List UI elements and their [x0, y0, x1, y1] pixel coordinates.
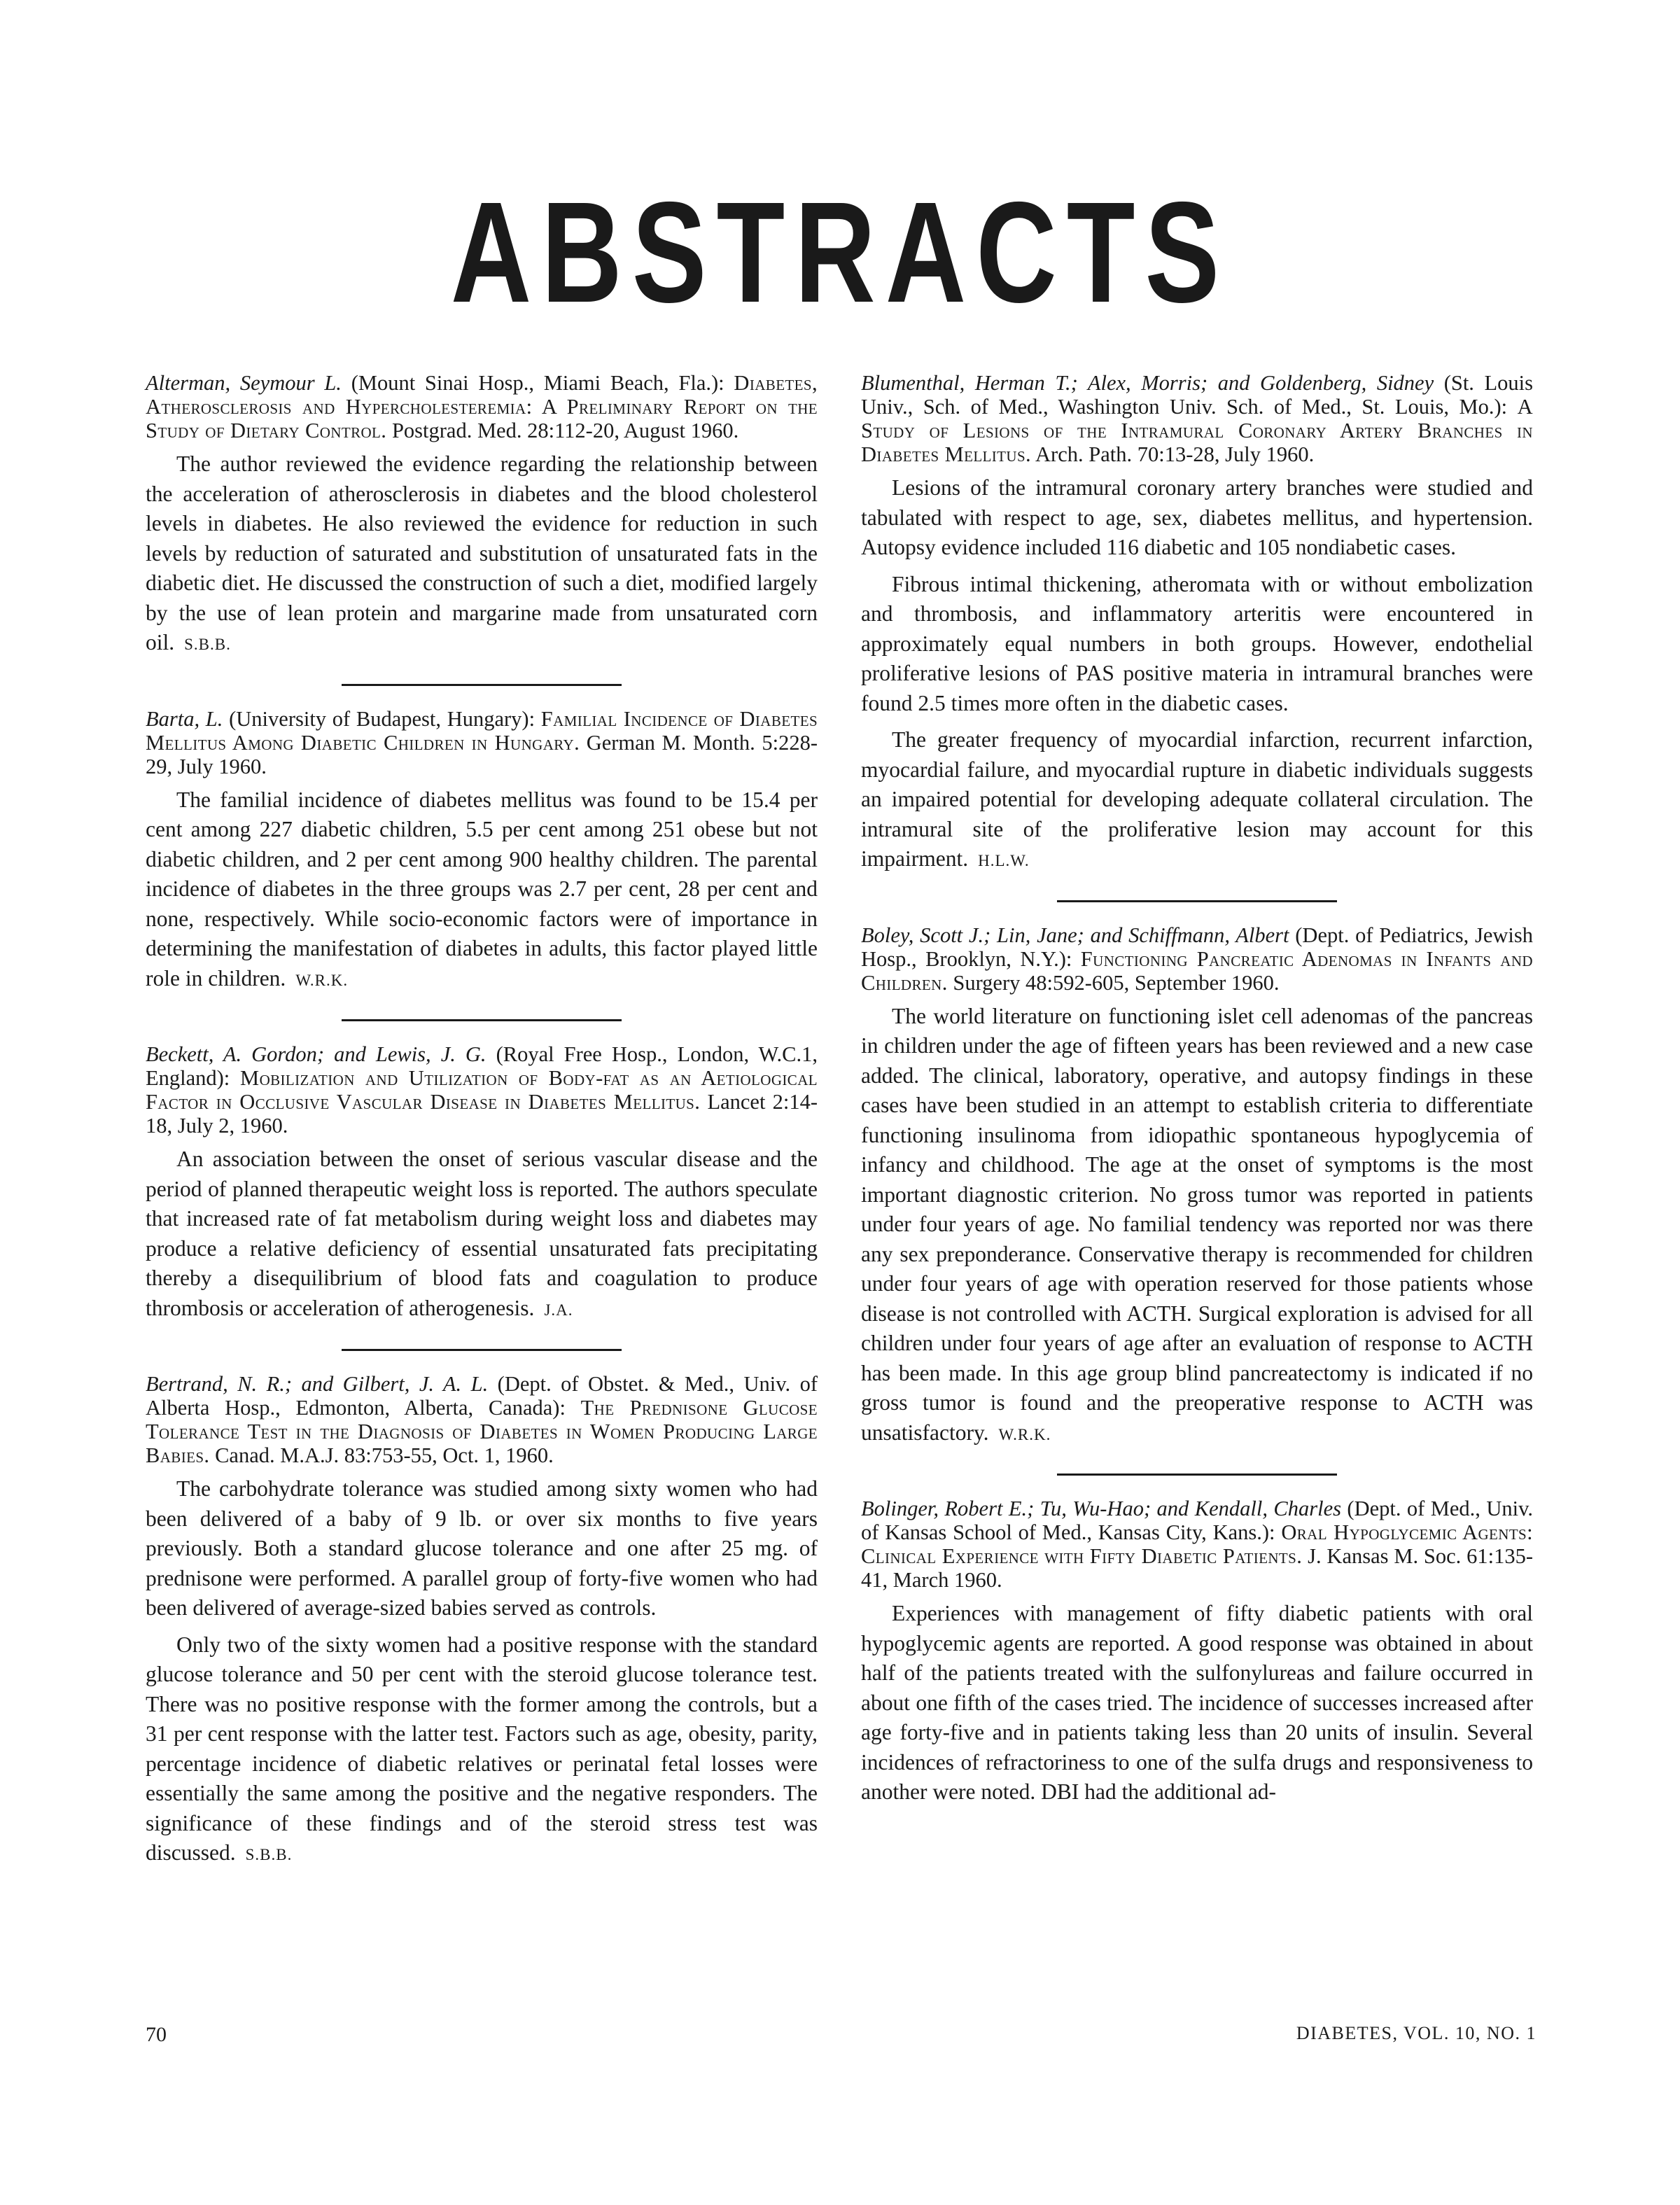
reviewer-initials: S.B.B. [184, 636, 231, 653]
abstract-authors: Beckett, A. Gordon; and Lewis, J. G. [146, 1042, 486, 1066]
citation [861, 371, 1533, 466]
abstract-affiliation: (St. Louis Univ., Sch. of Med., Washington Univ. Sch. of Med., St. Louis, Mo.): [861, 371, 1533, 419]
abstract-authors: Bertrand, N. R.; and Gilbert, J. A. L. [146, 1372, 489, 1396]
abstract-affiliation: (Dept. of Obstet. & Med., Univ. of Alberta Hosp., Edmonton, Alberta, Canada): [146, 1372, 818, 1420]
abstract-bertrand [146, 1372, 818, 1870]
abstract-blumenthal [861, 371, 1533, 876]
citation [861, 923, 1533, 995]
page-number: 70 [146, 2023, 167, 2046]
page-title: ABSTRACTS [450, 172, 1230, 332]
abstract-title: Oral Hypoglycemic Agents: Clinical Experience with Fifty Diabetic Patients. [861, 1520, 1534, 1568]
citation [146, 371, 818, 442]
reviewer-initials: H.L.W. [978, 852, 1030, 869]
abstract-paragraph: The greater frequency of myocardial infarction, recurrent infarction, myocardial failure, and myocardial rupture in diabetic individuals suggests an impaired potential for developing adequate collateral circulation. The intramural site of the proliferative lesion may account for this impairment. H.L.W. [861, 727, 1533, 871]
abstract-title: A Study of Lesions of the Intramural Coronary Artery Branches in Diabetes Mellitus. [861, 395, 1533, 466]
abstract-boley [861, 923, 1533, 1450]
divider [342, 1349, 622, 1351]
abstract-affiliation: (Mount Sinai Hosp., Miami Beach, Fla.): [351, 371, 724, 395]
abstract-paragraph: The world literature on functioning islet cell adenomas of the pancreas in children under the age of fifteen years has been reviewed and a new case added. The clinical, laboratory, operative, and autopsy findings in these cases have been studied in an attempt to establish criteria to differentiate functioning insulinoma from idiopathic spontaneous hypoglycemia of infancy and childhood. The age at the onset of symptoms is the most important diagnostic criterion. No gross tumor was reported in patients under four years of age. No familial tendency was reported nor was there any sex preponderance. Conservative therapy is recommended for children under four years of age with operation reserved for those patients whose disease is not controlled with ACTH. Surgical exploration is advised for all children under four years of age after an evaluation of response to ACTH has been made. In this age group blind pancreatectomy is indicated if no gross tumor is found and the preoperative response to ACTH was unsatisfactory. W.R.K. [861, 1003, 1533, 1445]
abstract-title: Mobilization and Utilization of Body-fat as an Aetiological Factor in Occlusive Vascular Disease in Diabetes Mellitus. [146, 1066, 818, 1114]
abstract-affiliation: (Royal Free Hosp., London, W.C.1, England): [146, 1042, 818, 1090]
abstract-title: Diabetes, Atherosclerosis and Hypercholesteremia: A Preliminary Report on the Study of Dietary Control. [146, 371, 818, 442]
divider [1057, 1474, 1337, 1476]
abstract-paragraph: Only two of the sixty women had a positive response with the standard glucose tolerance and 50 per cent with the steroid glucose tolerance test. There was no positive response with the former among the controls, but a 31 per cent response with the latter test. Factors such as age, obesity, parity, percentage incidence of diabetic relatives or perinatal fetal losses were essentially the same among the positive and the negative responders. The significance of these findings and of the steroid stress test was discussed. S.B.B. [146, 1632, 818, 1865]
citation [861, 1497, 1533, 1592]
citation [146, 1372, 818, 1467]
citation [146, 707, 818, 778]
abstract-affiliation: (Dept. of Pediatrics, Jewish Hosp., Brooklyn, N.Y.): [861, 923, 1534, 971]
abstract-affiliation: (Dept. of Med., Univ. of Kansas School of Med., Kansas City, Kans.): [861, 1497, 1534, 1544]
abstract-barta [146, 707, 818, 996]
abstract-bolinger [861, 1497, 1533, 1807]
abstract-title: The Prednisone Glucose Tolerance Test in the Diagnosis of Diabetes in Women Producing Large Babies. [146, 1396, 818, 1467]
abstract-authors: Barta, L. [146, 706, 223, 731]
abstract-authors: Bolinger, Robert E.; Tu, Wu-Hao; and Kendall, Charles [861, 1497, 1341, 1520]
abstract-title: Functioning Pancreatic Adenomas in Infants and Children. [861, 946, 1533, 995]
abstract-source: German M. Month. 5:228-29, July 1960. [146, 730, 818, 778]
divider [342, 1019, 622, 1021]
abstract-paragraph: The familial incidence of diabetes mellitus was found to be 15.4 per cent among 227 diabetic children, 5.5 per cent among 251 obese but not diabetic children, and 2 per cent among 900 healthy children. The parental incidence of diabetes in the three groups was 2.7 per cent, 28 per cent and none, respectively. While socio-economic factors were of importance in determining the manifestation of diabetes in adults, this factor played little role in children. W.R.K. [146, 787, 818, 990]
left-column [146, 371, 818, 1870]
abstract-paragraph: Experiences with management of fifty diabetic patients with oral hypoglycemic agents are reported. A good response was obtained in about half of the patients treated with the sulfonylureas and failure occurred in about one fifth of the cases tried. The incidence of successes increased after age forty-five and in patients taking less than 20 units of insulin. Several incidences of refractoriness to one of the sulfa drugs and responsiveness to another were noted. DBI had the additional ad- [861, 1601, 1533, 1804]
abstract-source: Surgery 48:592-605, September 1960. [953, 970, 1280, 995]
abstract-source: Arch. Path. 70:13-28, July 1960. [1035, 442, 1315, 466]
abstract-source: Postgrad. Med. 28:112-20, August 1960. [391, 419, 739, 442]
abstract-source: Lancet 2:14-18, July 2, 1960. [146, 1090, 818, 1138]
right-column [861, 371, 1533, 1807]
abstract-paragraph: The carbohydrate tolerance was studied among sixty women who had been delivered of a baby of 9 lb. or over six months to five years previously. Both a standard glucose tolerance and one after 25 mg. of prednisone were performed. A parallel group of forty-five women who had been delivered of average-sized babies served as controls. [146, 1476, 818, 1620]
divider [342, 684, 622, 686]
abstract-affiliation: (University of Budapest, Hungary): [229, 706, 536, 731]
abstract-paragraph: Lesions of the intramural coronary artery branches were studied and tabulated with respect to age, sex, diabetes mellitus, and hypertension. Autopsy evidence included 116 diabetic and 105 nondiabetic cases. [861, 475, 1533, 559]
citation [146, 1042, 818, 1138]
reviewer-initials: W.R.K. [295, 971, 349, 989]
abstract-authors: Alterman, Seymour L. [146, 371, 342, 395]
abstract-paragraph: An association between the onset of serious vascular disease and the period of planned therapeutic weight loss is reported. The authors speculate that increased rate of fat metabolism during weight loss and diabetes may produce a relative deficiency of essential unsaturated fats precipitating thereby a disequilibrium of blood fats and coagulation to produce thrombosis or acceleration of atherogenesis. J.A. [146, 1147, 818, 1320]
reviewer-initials: S.B.B. [245, 1846, 293, 1863]
abstract-authors: Boley, Scott J.; Lin, Jane; and Schiffmann, Albert [861, 923, 1289, 947]
abstract-paragraph: The author reviewed the evidence regarding the relationship between the acceleration of atherosclerosis in diabetes and the blood cholesterol levels in diabetes. He also reviewed the evidence for reduction in such levels by reduction of saturated and substitution of unsaturated fats in the diabetic diet. He discussed the construction of such a diet, modified largely by the use of lean protein and margarine made from unsaturated corn oil. S.B.B. [146, 451, 818, 654]
abstract-title: Familial Incidence of Diabetes Mellitus Among Diabetic Children in Hungary. [146, 706, 818, 755]
abstract-source: J. Kansas M. Soc. 61:135-41, March 1960. [861, 1544, 1534, 1592]
abstract-paragraph: Fibrous intimal thickening, atheromata with or without embolization and thrombosis, and inflammatory arteritis were encountered in approximately equal numbers in both groups. However, endothelial proliferative lesions of PAS positive materia in intramural branches were found 2.5 times more often in the diabetic cases. [861, 571, 1533, 715]
abstract-beckett [146, 1042, 818, 1325]
reviewer-initials: W.R.K. [998, 1425, 1051, 1443]
divider [1057, 900, 1337, 902]
abstract-source: Canad. M.A.J. 83:753-55, Oct. 1, 1960. [215, 1443, 554, 1467]
abstract-authors: Blumenthal, Herman T.; Alex, Morris; and Goldenberg, Sidney [861, 371, 1434, 395]
journal-footer: DIABETES, VOL. 10, NO. 1 [1296, 2023, 1536, 2043]
reviewer-initials: J.A. [544, 1301, 573, 1319]
abstract-alterman [146, 371, 818, 660]
